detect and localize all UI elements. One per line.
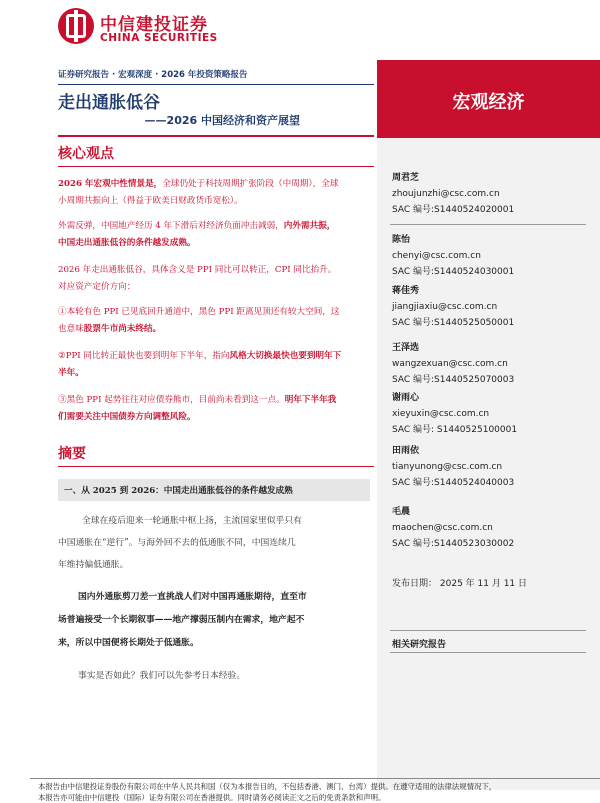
paragraph-text: ③黑色 PPI 起势往往对应债券熊市，目前尚未看到这一点。 [58,395,285,405]
paragraph-text: 外需反弹，中国地产经历 4 年下滑后对经济负面冲击减弱， [58,221,284,231]
core-paragraph [58,348,342,382]
analyst-name: 谢雨心 [392,393,420,403]
footer-disclaimer: 本报告亦可能由中信建投（国际）证券有限公司在香港提供。同时请务必阅读正文之后的免责条款和声明。 [38,793,386,802]
divider [390,630,586,631]
divider [58,84,374,85]
brand-name-cn: 中信建投证券 [100,15,208,35]
core-viewpoints-heading: 核心观点 [58,146,114,162]
paragraph-text: 2026 年走出通胀低谷，具体含义是 PPI 同比可以转正，CPI 同比抬升。对应资产定价方向： [58,265,337,292]
divider [58,166,374,167]
divider [30,778,600,779]
analyst-sac: SAC 编号: S1440525100001 [392,425,518,435]
analyst-card [392,170,514,218]
body-line: 来，所以中国便将长期处于低通胀。 [58,638,199,648]
analyst-sac: SAC 编号:S1440525050001 [392,318,515,328]
paragraph-text: ①本轮有色 PPI 已见底回升通道中，黑色 PPI 距离见顶还有较大空间，这也意味 [58,307,340,334]
body-line: 年维持偏低通胀。 [58,560,129,570]
analyst-email[interactable]: wangzexuan@csc.com.cn [392,359,508,369]
analyst-name: 田雨依 [392,446,420,456]
analyst-sac: SAC 编号:S1440524040003 [392,478,515,488]
analyst-name: 陈怡 [392,235,411,245]
analyst-email[interactable]: tianyunong@csc.com.cn [392,462,503,472]
publish-date-value: 2025 年 11 月 11 日 [439,579,528,589]
analyst-name: 蒋佳秀 [392,286,420,296]
company-logo [58,8,228,48]
breadcrumb: 证券研究报告 · 宏观深度 · 2026 年投资策略报告 [58,70,248,80]
emphasis-text: 明年下半年我们需要关注中国债券方向调整风险。 [58,395,337,422]
paragraph-text: ②PPI 同比转正最快也要到明年下半年，指向 [58,351,230,361]
body-line: 场普遍接受一个长期叙事——地产撑弱压制内在需求，地产起不 [58,615,305,625]
paragraph-text: 全球仍处于科技周期扩张阶段（中周期），全球小周期共振向上（得益于欧美日财政货币宽松）。 [58,179,339,206]
body-line: 全球在疫后迎来一轮通胀中枢上扬，主流国家里似乎只有 [82,516,302,526]
related-reports-title: 相关研究报告 [392,640,447,650]
emphasis-text: 2026 年宏观中性情景是， [58,179,163,189]
analyst-sac: SAC 编号:S1440525070003 [392,375,515,385]
page-subtitle: ——2026 中国经济和资产展望 [144,114,300,127]
analyst-email[interactable]: jiangjiaxiu@csc.com.cn [392,302,498,312]
analyst-name: 周君芝 [392,173,420,183]
analyst-sac: SAC 编号:S1440524020001 [392,205,515,215]
analyst-card [392,340,514,388]
divider [58,135,374,137]
emphasis-text: 风格大切换最快也要到明年下半年。 [58,351,342,378]
core-paragraph [58,262,342,296]
analyst-card [392,443,514,491]
core-paragraph [58,176,342,210]
body-line: 中国通胀在“逆行”。与海外回不去的低通胀不同，中国连续几 [58,538,296,548]
analyst-card [392,283,514,331]
emphasis-text: 内外需共振，中国走出通胀低谷的条件越发成熟。 [58,221,336,248]
divider [390,652,586,653]
core-paragraph [58,218,342,252]
analyst-card [392,504,514,552]
category-label: 宏观经济 [452,92,525,113]
analyst-card [392,232,514,280]
body-line: 国内外通胀剪刀差一直挑战人们对中国再通胀期待，直至市 [78,592,307,602]
divider [58,466,374,467]
footer-disclaimer: 本报告由中信建投证券股份有限公司在中华人民共和国（仅为本报告目的，不包括香港、澳门、台湾）提供。在遵守适用的法律法规情况下， [38,782,497,791]
analyst-email[interactable]: chenyi@csc.com.cn [392,251,481,261]
analyst-name: 毛晨 [392,507,411,517]
core-paragraph [58,304,342,338]
divider [390,224,586,225]
analyst-card [392,390,517,438]
summary-heading: 摘要 [58,446,86,462]
section-heading-band [58,479,370,501]
emphasis-text: 股票牛市尚未终结。 [83,324,162,334]
analyst-name: 王泽选 [392,343,420,353]
analyst-email[interactable]: zhoujunzhi@csc.com.cn [392,189,500,199]
section-heading: 一、从 2025 到 2026：中国走出通胀低谷的条件越发成熟 [64,486,293,496]
brand-name-en: CHINA SECURITIES [100,32,218,44]
analyst-email[interactable]: xieyuxin@csc.com.cn [392,409,490,419]
analyst-sac: SAC 编号:S1440524030001 [392,267,515,277]
category-box [377,60,600,138]
body-line: 事实是否如此？我们可以先参考日本经验。 [78,671,246,681]
analyst-email[interactable]: maochen@csc.com.cn [392,523,493,533]
analyst-sac: SAC 编号:S1440523030002 [392,539,515,549]
logo-mark-icon [58,8,94,44]
publish-date-label: 发布日期： [392,579,438,589]
publish-date [392,576,527,589]
core-paragraph [58,392,342,426]
page-title: 走出通胀低谷 [58,93,160,113]
